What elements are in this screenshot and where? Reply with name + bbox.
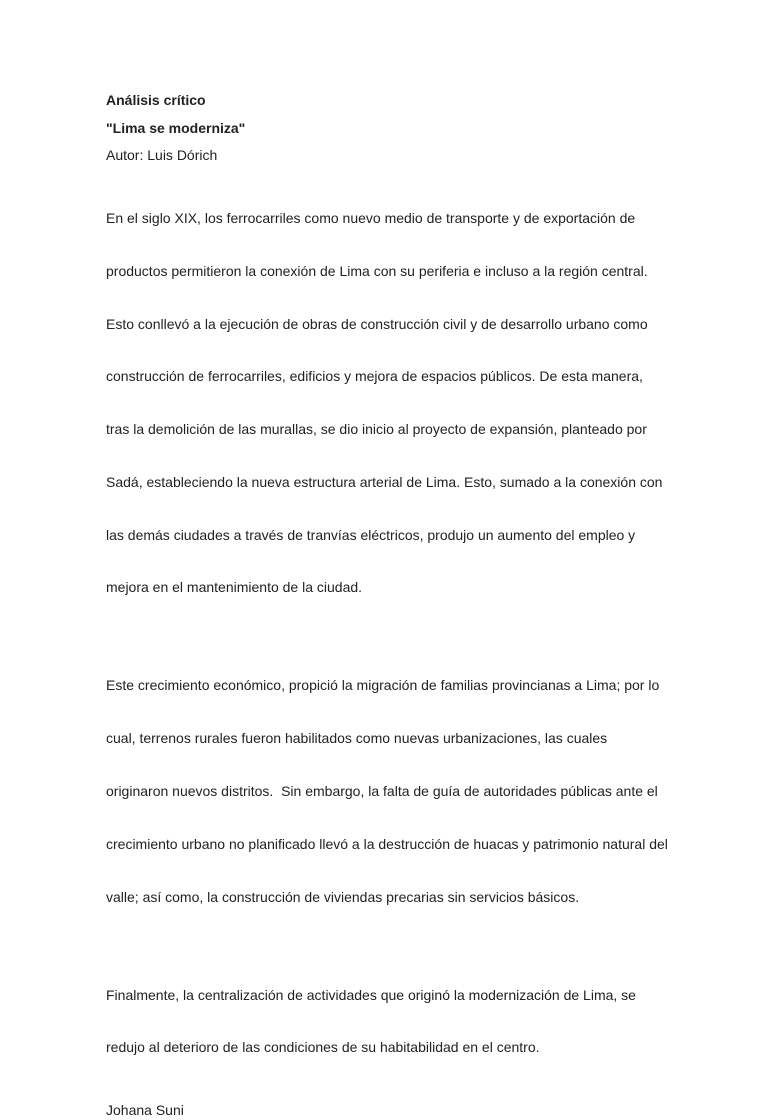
paragraph-line: tras la demolición de las murallas, se dio inicio al proyecto de expansión, planteado por bbox=[106, 421, 647, 438]
paragraph-line: Este crecimiento económico, propició la migración de familias provincianas a Lima; por lo bbox=[106, 677, 660, 694]
paragraph-line: Finalmente, la centralización de actividades que originó la modernización de Lima, se bbox=[106, 986, 636, 1003]
document-heading: Análisis crítico bbox=[106, 92, 206, 108]
document-signature: Johana Suni bbox=[106, 1102, 184, 1119]
paragraph-2 bbox=[106, 642, 668, 941]
paragraph-line: valle; así como, la construcción de viviendas precarias sin servicios básicos. bbox=[106, 888, 580, 905]
paragraph-line: productos permitieron la conexión de Lima con su periferia e incluso a la región central. bbox=[106, 262, 648, 279]
document-author: Autor: Luis Dórich bbox=[106, 147, 218, 164]
paragraph-line: cual, terrenos rurales fueron habilitados como nuevas urbanizaciones, las cuales bbox=[106, 730, 608, 747]
paragraph-line: crecimiento urbano no planificado llevó a la destrucción de huacas y patrimonio natural del bbox=[106, 835, 668, 852]
paragraph-line: mejora en el mantenimiento de la ciudad. bbox=[106, 579, 363, 596]
document-title: "Lima se moderniza" bbox=[106, 119, 246, 136]
paragraph-3 bbox=[106, 951, 668, 1092]
paragraph-line: redujo al deterioro de las condiciones de su habitabilidad en el centro. bbox=[106, 1039, 540, 1056]
paragraph-line: originaron nuevos distritos. Sin embargo, la falta de guía de autoridades públicas ante el bbox=[106, 782, 658, 799]
paragraph-line: En el siglo XIX, los ferrocarriles como nuevo medio de transporte y de exportación de bbox=[106, 209, 636, 226]
paragraph-line: Sadá, estableciendo la nueva estructura arterial de Lima. Esto, sumado a la conexión con bbox=[106, 473, 663, 490]
paragraph-line: Esto conllevó a la ejecución de obras de construcción civil y de desarrollo urbano como bbox=[106, 315, 648, 332]
paragraph-line: construcción de ferrocarriles, edificios y mejora de espacios públicos. De esta manera, bbox=[106, 368, 643, 385]
paragraph-line: las demás ciudades a través de tranvías eléctricos, produjo un aumento del empleo y bbox=[106, 526, 636, 543]
paragraph-1 bbox=[106, 175, 668, 632]
